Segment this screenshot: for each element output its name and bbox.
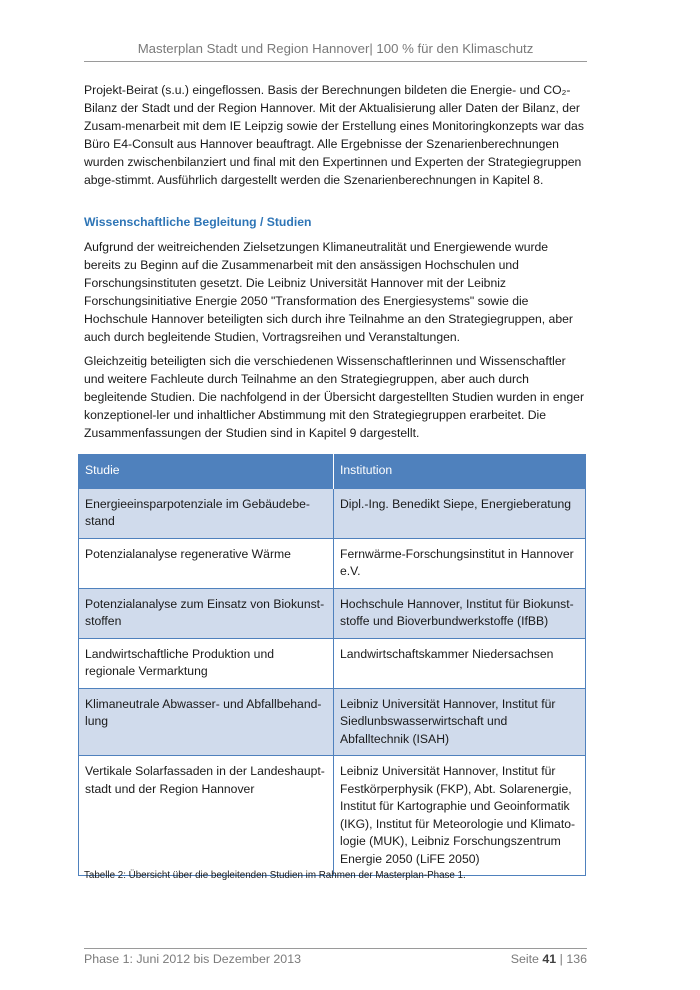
running-header: Masterplan Stadt und Region Hannover| 100 % für den Klimaschutz [137,41,534,56]
body-paragraph: Gleichzeitig beteiligten sich die verschiedenen Wissenschaftlerinnen und Wissenschaftler und weitere Fachleute durch Teilnahme an den Strategiegruppen, aber auch durch begleitende Studien. Die nachfolgend in der Übersicht dargestellten Studien wurden in enger konzeptionel-ler und inhaltlicher Abstimmung mit den Strategiegruppen erarbeitet. Die Zusammenfassungen der Studien sind in Kapitel 9 dargestellt. [84,354,585,440]
footer-page-number [511,952,587,966]
page-separator: | [559,952,563,966]
cell-study: Potenzialanalyse zum Einsatz von Biokunst-stoffen [79,588,334,638]
body-paragraph: Aufgrund der weitreichenden Zielsetzungen Klimaneutralität und Energiewende wurde bereits zu Beginn auf die Zusammenarbeit mit den ansässigen Hochschulen und Forschungsinstituten gesetzt. Die Leibniz Universität Hannover mit der Leibniz Forschungsinitiative Energie 2050 "Transformation des Energiesystems" sowie die Hochschule Hannover beteiligten sich durch ihre Teilnahme an den Strategiegruppen, aber auch durch begleitende Studien, Vortragsreihen und Veranstaltungen. [84,240,573,344]
footer-rule [84,948,587,949]
cell-institution: Landwirtschaftskammer Niedersachsen [334,638,586,688]
cell-institution: Leibniz Universität Hannover, Institut für Festkörperphysik (FKP), Abt. Solarenergie, Institut für Kartographie und Geoinformatik (IKG), Institut für Meteorologie und Klimato-logie (MUK), Leibniz Forschungszentrum Energie 2050 (LiFE 2050) [334,756,586,876]
column-header-institution: Institution [334,454,586,488]
page-label: Seite [510,952,539,966]
section-heading: Wissenschaftliche Begleitung / Studien [84,215,312,229]
header-rule [84,61,587,62]
studies-table [78,454,586,876]
cell-study: Landwirtschaftliche Produktion und regionale Vermarktung [79,638,334,688]
table-row [79,538,586,588]
table-caption: Tabelle 2: Übersicht über die begleitenden Studien im Rahmen der Masterplan-Phase 1. [84,870,466,881]
cell-institution: Fernwärme-Forschungsinstitut in Hannover e.V. [334,538,586,588]
current-page: 41 [542,952,557,966]
column-header-studie: Studie [79,454,334,488]
body-paragraph: Projekt-Beirat (s.u.) eingeflossen. Basis der Berechnungen bildeten die Energie- und CO₂-Bilanz der Stadt und der Region Hannover. Mit der Aktualisierung aller Daten der Bilanz, der Zusam-menarbeit mit dem IE Leipzig sowie der Erstellung eines Monitoringkonzepts war das Büro E4-Consult aus Hannover beauftragt. Alle Ergebnisse der Szenarienberechnungen wurden zwischenbilanziert und final mit den Expertinnen und Experten der Strategiegruppen abge-stimmt. Ausführlich dargestellt werden die Szenarienberechnungen in Kapitel 8. [84,83,584,187]
cell-institution: Dipl.-Ing. Benedikt Siepe, Energieberatung [334,488,586,538]
table-row [79,488,586,538]
table-header-row [79,454,586,488]
cell-study: Klimaneutrale Abwasser- und Abfallbehand-lung [79,688,334,756]
page-body [84,81,587,448]
table-row [79,588,586,638]
total-pages: 136 [566,952,587,966]
table-row [79,688,586,756]
table-row [79,638,586,688]
cell-study: Energieeinsparpotenziale im Gebäudebe-stand [79,488,334,538]
cell-study: Potenzialanalyse regenerative Wärme [79,538,334,588]
cell-institution: Hochschule Hannover, Institut für Biokunst-stoffe und Bioverbundwerkstoffe (IfBB) [334,588,586,638]
cell-study: Vertikale Solarfassaden in der Landeshaupt-stadt und der Region Hannover [79,756,334,876]
cell-institution: Leibniz Universität Hannover, Institut für Siedlunbswasserwirtschaft und Abfalltechnik (ISAH) [334,688,586,756]
table-row [79,756,586,876]
footer-phase: Phase 1: Juni 2012 bis Dezember 2013 [84,952,301,966]
